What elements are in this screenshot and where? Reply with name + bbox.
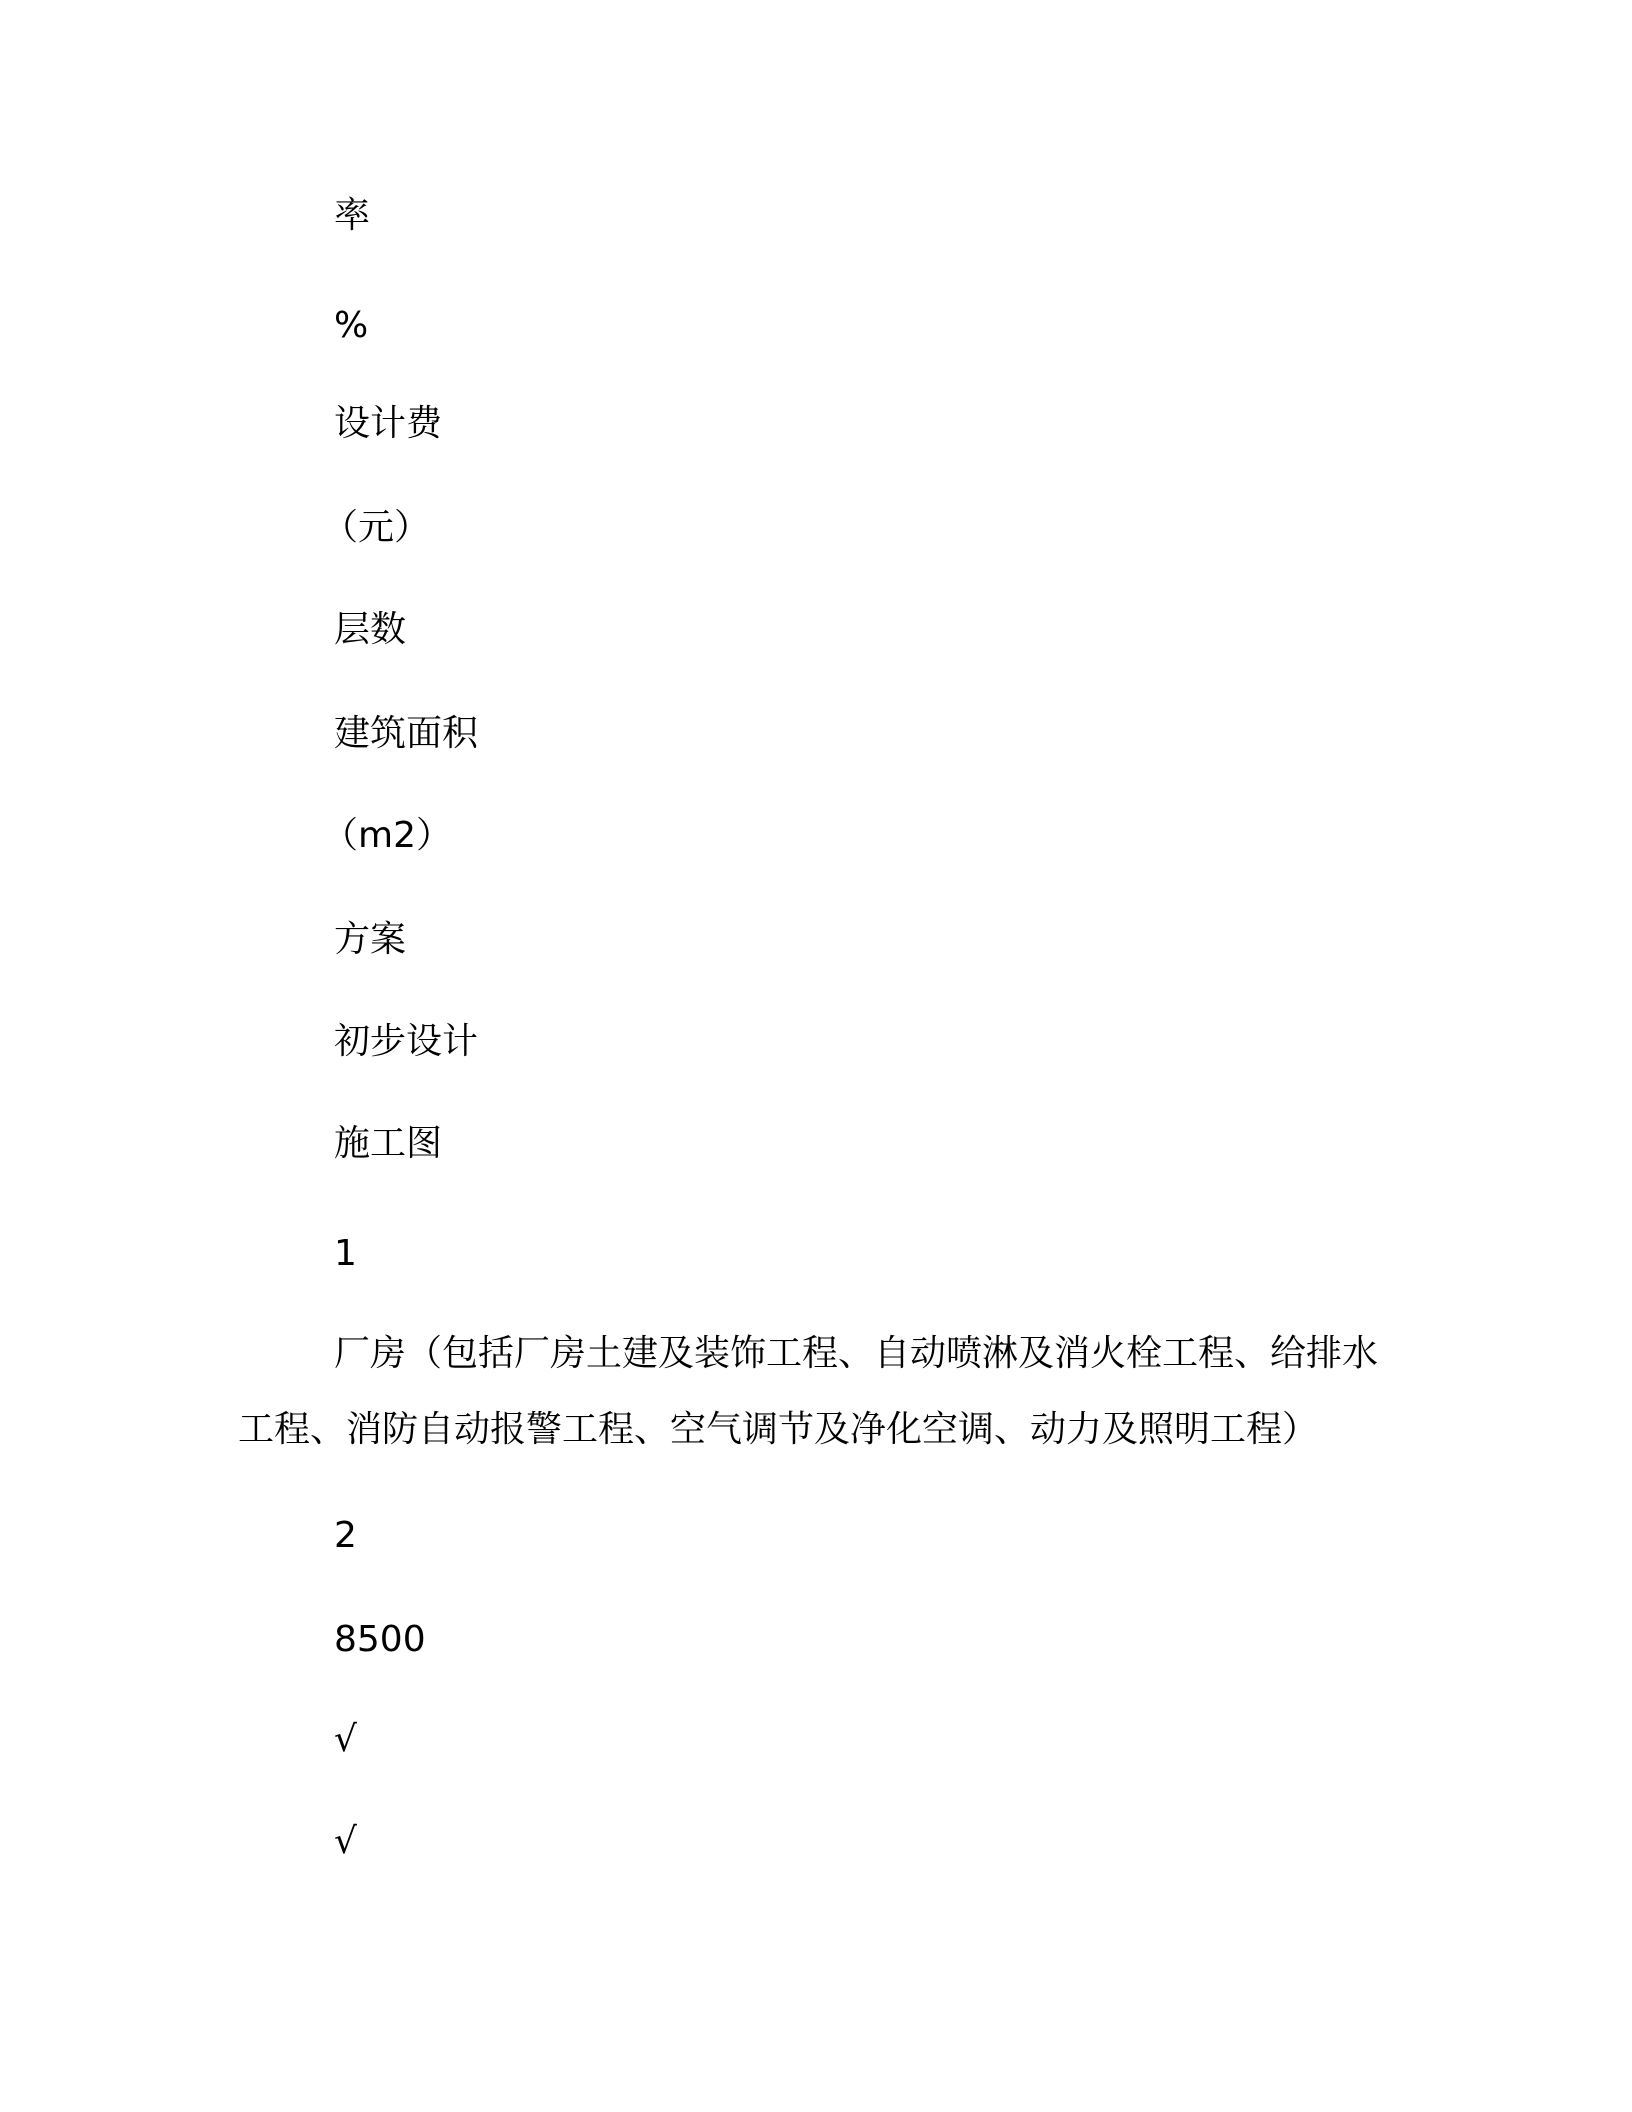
text-line-yuan-unit: （元） <box>322 507 431 548</box>
text-line-building-area: 建筑面积 <box>334 713 479 754</box>
check-mark-2: √ <box>334 1821 357 1862</box>
text-line-rate: 率 <box>334 195 371 236</box>
text-line-area-unit: （m2） <box>322 815 452 856</box>
text-line-number-1: 1 <box>334 1233 357 1274</box>
text-line-scheme: 方案 <box>334 919 407 960</box>
text-paragraph-factory: 厂房（包括厂房土建及装饰工程、自动喷淋及消火栓工程、给排水工程、消防自动报警工程、空气调节及净化空调、动力及照明工程） <box>238 1333 1379 1450</box>
text-line-design-fee: 设计费 <box>334 403 443 444</box>
text-line-preliminary-design: 初步设计 <box>334 1021 479 1062</box>
text-line-floors: 层数 <box>334 609 407 650</box>
check-mark-1: √ <box>334 1719 357 1760</box>
text-line-percent: % <box>334 305 369 346</box>
text-line-area-value: 8500 <box>334 1619 426 1660</box>
text-line-construction-drawing: 施工图 <box>334 1123 443 1164</box>
text-line-number-2: 2 <box>334 1515 357 1556</box>
